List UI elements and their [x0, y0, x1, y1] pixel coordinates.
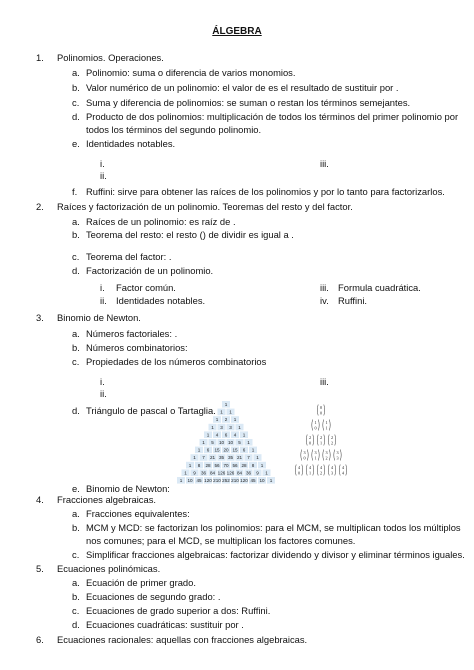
- subitem-marker: i.: [100, 282, 105, 293]
- pascal-value: 1: [220, 409, 223, 415]
- pascal-value: 3: [229, 424, 232, 430]
- binomial-coefficient: [323, 420, 330, 431]
- pascal-value: 70: [223, 462, 229, 468]
- subitem-text: Identidades notables.: [116, 295, 206, 306]
- binomial-coefficients-figure: [290, 402, 352, 482]
- item-marker: d.: [72, 111, 80, 122]
- binomial-bottom: 4: [341, 470, 345, 476]
- item-marker: a.: [72, 216, 80, 227]
- pascal-value: 36: [245, 470, 252, 476]
- pascal-value: 10: [227, 440, 234, 445]
- binomial-coefficient: [317, 405, 324, 416]
- item-marker: d.: [72, 265, 80, 276]
- item-marker: a.: [72, 508, 80, 519]
- left-parenthesis: [295, 465, 296, 476]
- subitem-marker: i.: [100, 376, 105, 387]
- item-marker: b.: [72, 229, 80, 240]
- pascal-value: 6: [242, 447, 246, 453]
- binomial-top: 2: [319, 435, 323, 440]
- binomial-bottom: 2: [319, 470, 323, 476]
- pascal-value: 2: [224, 417, 228, 423]
- left-parenthesis: [323, 420, 324, 431]
- binomial-bottom: 2: [325, 455, 328, 461]
- binomial-bottom: 1: [319, 440, 323, 446]
- pascal-value: 15: [214, 447, 220, 453]
- pascal-value: 15: [232, 447, 238, 453]
- right-parenthesis: [313, 435, 314, 446]
- binomial-bottom: 1: [308, 470, 312, 476]
- pascal-value: 1: [206, 432, 210, 438]
- item-marker: d.: [72, 405, 80, 416]
- binomial-coefficient: [312, 420, 319, 431]
- section-3-number: 3.: [36, 312, 44, 323]
- pascal-value: 126: [217, 470, 226, 476]
- binomial-bottom: 1: [314, 455, 317, 461]
- item-text: Valor numérico de un polinomio: el valor de es el resultado de sustituir por .: [86, 82, 399, 93]
- pascal-value: 3: [220, 424, 223, 430]
- item-marker: b.: [72, 342, 80, 353]
- pascal-value: 4: [233, 432, 237, 438]
- pascal-value: 10: [259, 478, 265, 483]
- item-marker: e.: [72, 138, 80, 149]
- pascal-value: 56: [232, 462, 238, 468]
- item-marker: b.: [72, 82, 80, 93]
- left-parenthesis: [339, 465, 340, 476]
- binomial-top: 2: [330, 435, 334, 440]
- item-text: Polinomio: suma o diferencia de varios monomios.: [86, 67, 296, 78]
- pascal-value: 1: [188, 462, 192, 468]
- binomial-top: 3: [303, 450, 306, 455]
- subitem-marker: ii.: [100, 170, 107, 181]
- section-2-heading: Raíces y factorización de un polinomio. Teoremas del resto y del factor.: [57, 201, 353, 212]
- binomial-coefficient: [295, 465, 302, 476]
- right-parenthesis: [307, 450, 308, 461]
- item-marker: a.: [72, 328, 80, 339]
- item-marker: e.: [72, 483, 80, 494]
- item-text: Raíces de un polinomio: es raíz de .: [86, 216, 236, 227]
- pascal-value: 252: [222, 478, 230, 483]
- pascal-value: 21: [209, 455, 216, 461]
- binomial-coefficient: [301, 450, 308, 461]
- binomial-top: 3: [325, 450, 328, 455]
- binomial-top: 1: [314, 420, 317, 425]
- item-text: Binomio de Newton:: [86, 483, 170, 494]
- pascal-value: 9: [193, 470, 196, 476]
- left-parenthesis: [312, 420, 313, 431]
- right-parenthesis: [329, 420, 330, 431]
- section-1-heading: Polinomios. Operaciones.: [57, 52, 164, 63]
- pascal-value: 9: [256, 470, 259, 476]
- pascal-value: 1: [265, 470, 268, 476]
- item-marker: c.: [72, 97, 80, 108]
- left-parenthesis: [334, 450, 335, 461]
- subitem-marker: iv.: [320, 295, 329, 306]
- binomial-top: 4: [297, 465, 301, 470]
- right-parenthesis: [313, 465, 314, 476]
- pascal-value: 1: [247, 440, 250, 445]
- pascal-value: 1: [211, 424, 214, 430]
- pascal-value: 7: [247, 455, 250, 461]
- binomial-coefficient: [339, 465, 346, 476]
- item-text: Fracciones equivalentes:: [86, 508, 190, 519]
- item-text: Teorema del resto: el resto () de dividir es igual a .: [86, 229, 294, 240]
- right-parenthesis: [324, 435, 325, 446]
- pascal-value: 1: [224, 402, 228, 407]
- binomial-top: 3: [336, 450, 339, 455]
- pascal-value: 1: [179, 478, 183, 483]
- pascal-value: 10: [218, 440, 225, 445]
- pascal-value: 35: [218, 455, 225, 461]
- section-3-heading: Binomio de Newton.: [57, 312, 141, 323]
- right-parenthesis: [335, 435, 336, 446]
- subitem-marker: iii.: [320, 158, 329, 169]
- subitem-marker: ii.: [100, 295, 107, 306]
- item-text: Triángulo de pascal o Tartaglia.: [86, 405, 216, 416]
- subitem-marker: ii.: [100, 388, 107, 399]
- binomial-coefficient: [306, 435, 313, 446]
- pascal-value: 35: [227, 455, 234, 461]
- pascal-value: 120: [204, 478, 212, 483]
- pascal-value: 56: [214, 462, 220, 468]
- pascal-value: 45: [250, 478, 256, 483]
- item-marker: a.: [72, 577, 80, 588]
- pascal-value: 1: [251, 447, 255, 453]
- item-marker: c.: [72, 549, 80, 560]
- binomial-top: 2: [308, 435, 312, 440]
- pascal-value: 36: [200, 470, 207, 476]
- item-marker: f.: [72, 186, 78, 197]
- pascal-value: 1: [238, 424, 241, 430]
- item-marker: c.: [72, 251, 80, 262]
- binomial-top: 1: [325, 420, 328, 425]
- binomial-top: 4: [330, 465, 334, 470]
- binomial-top: 0: [319, 405, 323, 410]
- binomial-bottom: 3: [330, 470, 334, 476]
- subitem-text: Formula cuadrática.: [338, 282, 421, 293]
- left-parenthesis: [328, 435, 329, 446]
- subitem-text: Ruffini.: [338, 295, 368, 306]
- binomial-coefficient: [317, 435, 324, 446]
- binomial-bottom: 0: [314, 425, 317, 431]
- pascal-value: 126: [226, 470, 235, 476]
- pascal-value: 8: [251, 462, 255, 468]
- left-parenthesis: [306, 465, 307, 476]
- pascal-value: 84: [236, 470, 243, 476]
- pascal-value: 21: [236, 455, 243, 461]
- pascal-triangle-figure: [176, 398, 276, 484]
- item-text-continuation: nos comunes; para el MCD, se multiplican los factores comunes.: [86, 535, 356, 546]
- section-4-heading: Fracciones algebraicas.: [57, 494, 157, 505]
- section-6-heading: Ecuaciones racionales: aquellas con fracciones algebraicas.: [57, 634, 308, 645]
- right-parenthesis: [302, 465, 303, 476]
- section-2-number: 2.: [36, 201, 44, 212]
- subitem-marker: i.: [100, 158, 105, 169]
- pascal-value: 1: [260, 462, 264, 468]
- pascal-value: 84: [209, 470, 216, 476]
- binomial-coefficient: [323, 450, 330, 461]
- pascal-value: 8: [197, 462, 201, 468]
- item-text: Producto de dos polinomios: multiplicación de todos los términos del primer polinomio por: [86, 111, 459, 122]
- left-parenthesis: [328, 465, 329, 476]
- pascal-value: 28: [241, 462, 247, 468]
- item-marker: b.: [72, 591, 80, 602]
- binomial-coefficient: [317, 465, 324, 476]
- right-parenthesis: [335, 465, 336, 476]
- binomial-top: 4: [341, 465, 345, 470]
- binomial-bottom: 0: [319, 410, 323, 416]
- pascal-value: 1: [256, 455, 259, 461]
- binomial-coefficient: [328, 435, 335, 446]
- section-6-number: 6.: [36, 634, 44, 645]
- item-text: Propiedades de los números combinatorios: [86, 356, 267, 367]
- item-text: Suma y diferencia de polinomios: se suman o restan los términos semejantes.: [86, 97, 411, 108]
- pascal-value: 45: [196, 478, 202, 483]
- subitem-text: Factor común.: [116, 282, 176, 293]
- item-text: Ecuaciones de grado superior a dos: Ruffini.: [86, 605, 271, 616]
- binomial-coefficient: [306, 465, 313, 476]
- subitem-marker: iii.: [320, 376, 329, 387]
- pascal-value: 20: [223, 447, 229, 453]
- item-text: Teorema del factor: .: [86, 251, 172, 262]
- left-parenthesis: [306, 435, 307, 446]
- binomial-bottom: 1: [325, 425, 328, 431]
- pascal-value: 6: [206, 447, 210, 453]
- binomial-top: 4: [319, 465, 323, 470]
- left-parenthesis: [312, 450, 313, 461]
- right-parenthesis: [340, 450, 341, 461]
- binomial-top: 3: [314, 450, 317, 455]
- right-parenthesis: [324, 465, 325, 476]
- right-parenthesis: [346, 465, 347, 476]
- item-marker: d.: [72, 619, 80, 630]
- left-parenthesis: [317, 435, 318, 446]
- item-marker: c.: [72, 356, 80, 367]
- item-text: Ruffini: sirve para obtener las raíces de los polinomios y por lo tanto para factorizarlos.: [86, 186, 445, 197]
- pascal-value: 120: [240, 478, 248, 483]
- binomial-bottom: 0: [308, 440, 312, 446]
- pascal-value: 1: [229, 409, 232, 415]
- pascal-value: 210: [231, 478, 239, 483]
- item-text: MCM y MCD: se factorizan los polinomios: para el MCM, se multiplican todos los múltiplos: [86, 522, 461, 533]
- pascal-value: 1: [242, 432, 246, 438]
- section-5-number: 5.: [36, 563, 44, 574]
- pascal-value: 1: [184, 470, 187, 476]
- right-parenthesis: [318, 450, 319, 461]
- item-marker: a.: [72, 67, 80, 78]
- pascal-value: 1: [202, 440, 205, 445]
- left-parenthesis: [317, 465, 318, 476]
- item-text: Identidades notables.: [86, 138, 176, 149]
- item-text: Números factoriales: .: [86, 328, 178, 339]
- binomial-bottom: 0: [297, 470, 301, 476]
- section-1-number: 1.: [36, 52, 44, 63]
- pascal-value: 1: [193, 455, 196, 461]
- right-parenthesis: [329, 450, 330, 461]
- item-marker: b.: [72, 522, 80, 533]
- right-parenthesis: [324, 405, 325, 416]
- item-text: Factorización de un polinomio.: [86, 265, 214, 276]
- pascal-value: 1: [269, 478, 273, 483]
- pascal-value: 1: [215, 417, 219, 423]
- binomial-top: 4: [308, 465, 312, 470]
- item-text: Ecuaciones cuadráticas: sustituir por .: [86, 619, 244, 630]
- binomial-bottom: 2: [330, 440, 334, 446]
- right-parenthesis: [318, 420, 319, 431]
- binomial-coefficient: [334, 450, 341, 461]
- item-text: Simplificar fracciones algebraicas: factorizar dividendo y divisor y eliminar términos iguales.: [86, 549, 465, 560]
- item-text: Ecuación de primer grado.: [86, 577, 196, 588]
- pascal-value: 6: [224, 432, 228, 438]
- item-marker: c.: [72, 605, 80, 616]
- section-5-heading: Ecuaciones polinómicas.: [57, 563, 161, 574]
- pascal-value: 4: [215, 432, 219, 438]
- binomial-bottom: 0: [303, 455, 306, 461]
- binomial-coefficient: [328, 465, 335, 476]
- item-text: Números combinatorios:: [86, 342, 188, 353]
- item-text: Ecuaciones de segundo grado: .: [86, 591, 221, 602]
- subitem-marker: iii.: [320, 282, 329, 293]
- left-parenthesis: [301, 450, 302, 461]
- left-parenthesis: [317, 405, 318, 416]
- binomial-bottom: 3: [336, 455, 339, 461]
- pascal-value: 210: [213, 478, 221, 483]
- pascal-value: 1: [197, 447, 201, 453]
- pascal-value: 7: [202, 455, 205, 461]
- pascal-value: 10: [187, 478, 193, 483]
- pascal-value: 1: [233, 417, 237, 423]
- section-4-number: 4.: [36, 494, 44, 505]
- pascal-value: 5: [211, 440, 214, 445]
- pascal-value: 28: [205, 462, 211, 468]
- binomial-coefficient: [312, 450, 319, 461]
- left-parenthesis: [323, 450, 324, 461]
- item-text-continuation: todos los términos del segundo polinomio.: [86, 124, 262, 135]
- page-title: ÁLGEBRA: [212, 26, 262, 37]
- pascal-value: 5: [238, 440, 241, 445]
